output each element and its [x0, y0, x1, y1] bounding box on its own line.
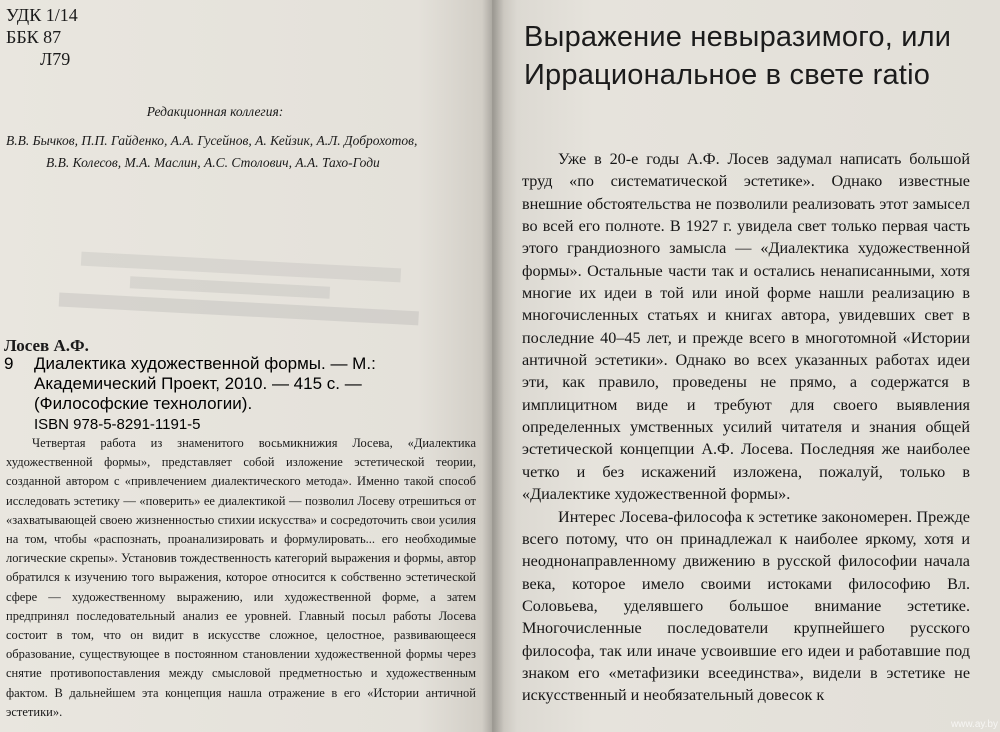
book-gutter: [482, 0, 504, 732]
classification-block: [6, 4, 78, 70]
bib-entry-text: Диалектика художественной формы. — М.: Академический Проект, 2010. — 415 с. — (Философские технологии).: [34, 354, 376, 413]
body-paragraph: Уже в 20-е годы А.Ф. Лосев задумал написать большой труд «по систематической эстетике». Однако известные внешние обстоятельства не позволили реализовать этот замысел во всей его полноте. В 1927 г. увидела свет только первая часть этого грандиозного замысла — «Диалектика художественной формы». Остальные части так и остались ненаписанными, хотя многие их идеи в той или иной форме нашли реализацию в многочисленных статьях и книгах автора, увидевших свет в последние 40–45 лет, и прежде всего в многотомной «Истории античной эстетики». Однако во всех указанных работах идеи эти, как правило, проведены не прямо, а содержатся в имплицитном виде и требуют для своего выявления определенных умственных усилий читателя и знания общей эстетической концепции А.Ф. Лосева. Последняя же наиболее четко и без искажений изложена, пожалуй, только в «Диалектике художественной формы».: [522, 150, 970, 504]
chapter-title-line: Иррациональное в свете ratio: [524, 59, 931, 91]
show-through-text: [38, 238, 441, 335]
watermark: www.ay.by: [950, 719, 998, 730]
bbk-code: ББК 87: [6, 27, 62, 47]
right-page: [492, 0, 1000, 732]
author-mark: Л79: [40, 49, 71, 69]
body-paragraph: Интерес Лосева-философа к эстетике закономерен. Прежде всего потому, что он принадлежал к наиболее яркому, хотя и неоднонаправленному движению в русской философии начала века, которое имело своими истоками философию Вл. Соловьева, уделявшего большое внимание эстетике. Многочисленные последователи крупнейшего русского философа, так или иначе усвоившие его идеи и работавшие под знаком его «метафизики всеединства», видели в эстетике не искусственный и необязательный довесок к: [522, 507, 970, 705]
left-page: [0, 0, 492, 732]
isbn: ISBN 978-5-8291-1191-5: [34, 416, 201, 433]
editorial-board: [6, 130, 466, 174]
chapter-body: [522, 148, 970, 707]
editorial-board-heading: Редакционная коллегия:: [146, 104, 284, 119]
editorial-board-line: В.В. Колесов, М.А. Маслин, А.С. Столович, А.А. Тахо-Годи: [46, 155, 380, 170]
editorial-board-line: В.В. Бычков, П.П. Гайденко, А.А. Гусейнов, А. Кейзик, А.Л. Доброхотов,: [6, 133, 418, 148]
chapter-title-line: Выражение невыразимого, или: [524, 21, 952, 53]
show-through-graphic: [38, 244, 441, 335]
abstract-paragraph: Четвертая работа из знаменитого восьмикнижия Лосева, «Диалектика художественной формы», представляет собой изложение эстетической теории, созданной автором с «привлечением диалектического метода». Именно такой способ исследовать эстетику — «поверить» ее диалектикой — позволил Лосеву отрешиться от «захватывающей своею жизненностью стихии искусства» и сосредоточить свои усилия на том, чтобы «распознать, проанализировать и формулировать... его необходимые логические скрепы». Установив тождественность категорий выражения и формы, автор обратился к изучению того выражения, которое относится к собственно эстетической сфере — художественному выражению, или художественной форме, а затем предпринял последовательный анализ ее уровней. Главный посыл работы Лосева состоит в том, что он видит в искусстве сложное, целостное, развивающееся образование, существующее в постоянном становлении художественной формы через снятие противопоставления между смысловой предметностью и художественным фактом. В дальнейшем эта концепция нашла отражение в его «Истории античной эстетики».: [6, 436, 476, 719]
bib-author: Лосев А.Ф.: [4, 336, 89, 355]
bib-number: 9: [4, 354, 14, 373]
udk-code: УДК 1/14: [6, 5, 78, 25]
chapter-title: [524, 18, 994, 94]
bib-entry: [4, 354, 480, 414]
abstract: [6, 434, 476, 722]
